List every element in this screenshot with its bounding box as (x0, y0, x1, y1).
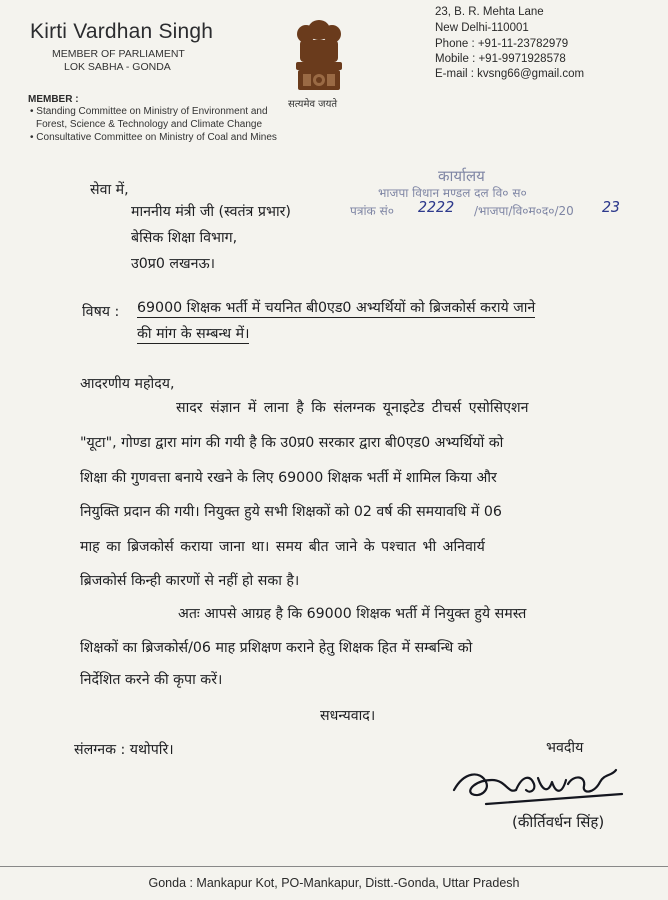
stamp-title: कार्यालय (438, 167, 485, 185)
member-label: MEMBER : (28, 94, 79, 105)
committee-line-3: • Consultative Committee on Ministry of Coal and Mines (30, 132, 277, 143)
yours-faithfully: भवदीय (546, 740, 584, 756)
emblem-motto: सत्यमेव जयते (288, 99, 338, 110)
mp-name: Kirti Vardhan Singh (30, 20, 214, 43)
stamp-line: भाजपा विधान मण्डल दल वि० स० (378, 186, 527, 200)
footer-divider (0, 866, 668, 867)
thanks-line: सधन्यवाद। (320, 708, 376, 724)
body-line-2: "यूटा", गोण्डा द्वारा मांग की गयी है कि उ0प्र0 सरकार द्वारा बी0एड0 अभ्यर्थियों को (80, 435, 504, 451)
enclosure-line: संलग्नक : यथोपरि। (74, 742, 174, 758)
body-line-4: नियुक्ति प्रदान की गयी। नियुक्त हुये सभी शिक्षकों को 02 वर्ष की समयावधि में 06 (80, 504, 502, 520)
stamp-ref-year: 23 (602, 198, 621, 216)
body-line-7: अतः आपसे आग्रह है कि 69000 शिक्षक भर्ती में नियुक्त हुये समस्त (178, 606, 527, 622)
recipient-line-3: उ0प्र0 लखनऊ। (131, 256, 216, 272)
email-line: E-mail : kvsng66@gmail.com (435, 68, 585, 80)
recipient-to: सेवा में, (90, 182, 129, 198)
body-line-9: निर्देशित करने की कृपा करें। (80, 672, 223, 688)
phone-line: Phone : +91-11-23782979 (435, 38, 569, 50)
recipient-line-1: माननीय मंत्री जी (स्वतंत्र प्रभार) (131, 204, 291, 220)
body-line-6: ब्रिजकोर्स किन्ही कारणों से नहीं हो सका है। (80, 573, 300, 589)
body-line-5: माह का ब्रिजकोर्स कराया जाना था। समय बीत जाने के पश्चात भी अनिवार्य (80, 539, 485, 555)
body-line-1: सादर संज्ञान में लाना है कि संलग्नक यूनाइटेड टीचर्स एसोसिएशन (176, 400, 529, 416)
stamp-ref-suffix: /भाजपा/वि०म०द०/20 (474, 204, 574, 218)
address-line-1: 23, B. R. Mehta Lane (435, 6, 544, 18)
body-line-8: शिक्षकों का ब्रिजकोर्स/06 माह प्रशिक्षण कराने हेतु शिक्षक हित में सम्बन्धि को (80, 640, 473, 656)
signatory-name: (कीर्तिवर्धन सिंह) (512, 813, 605, 831)
subject-line-2: की मांग के सम्बन्ध में। (137, 326, 250, 342)
committee-line-1: • Standing Committee on Ministry of Environment and (30, 106, 268, 117)
subject-label: विषय : (82, 304, 120, 320)
mp-designation: MEMBER OF PARLIAMENT (52, 48, 185, 60)
body-line-3: शिक्षा की गुणवत्ता बनाये रखने के लिए 69000 शिक्षक भर्ती में शामिल किया और (80, 470, 497, 486)
mobile-line: Mobile : +91-9971928578 (435, 53, 566, 65)
stamp-ref-number: 2222 (418, 198, 455, 216)
mp-constituency: LOK SABHA - GONDA (64, 61, 171, 73)
stamp-ref-prefix: पत्रांक सं० (350, 204, 394, 218)
salutation: आदरणीय महोदय, (80, 376, 175, 392)
signature-icon (446, 760, 626, 812)
subject-line-1: 69000 शिक्षक भर्ती में चयनित बी0एड0 अभ्यर्थियों को ब्रिजकोर्स कराये जाने (137, 300, 536, 316)
footer-address: Gonda : Mankapur Kot, PO-Mankapur, Distt.-Gonda, Uttar Pradesh (148, 876, 520, 890)
committee-line-2: Forest, Science & Technology and Climate Change (36, 119, 263, 130)
address-line-2: New Delhi-110001 (435, 22, 529, 34)
recipient-line-2: बेसिक शिक्षा विभाग, (131, 230, 238, 246)
